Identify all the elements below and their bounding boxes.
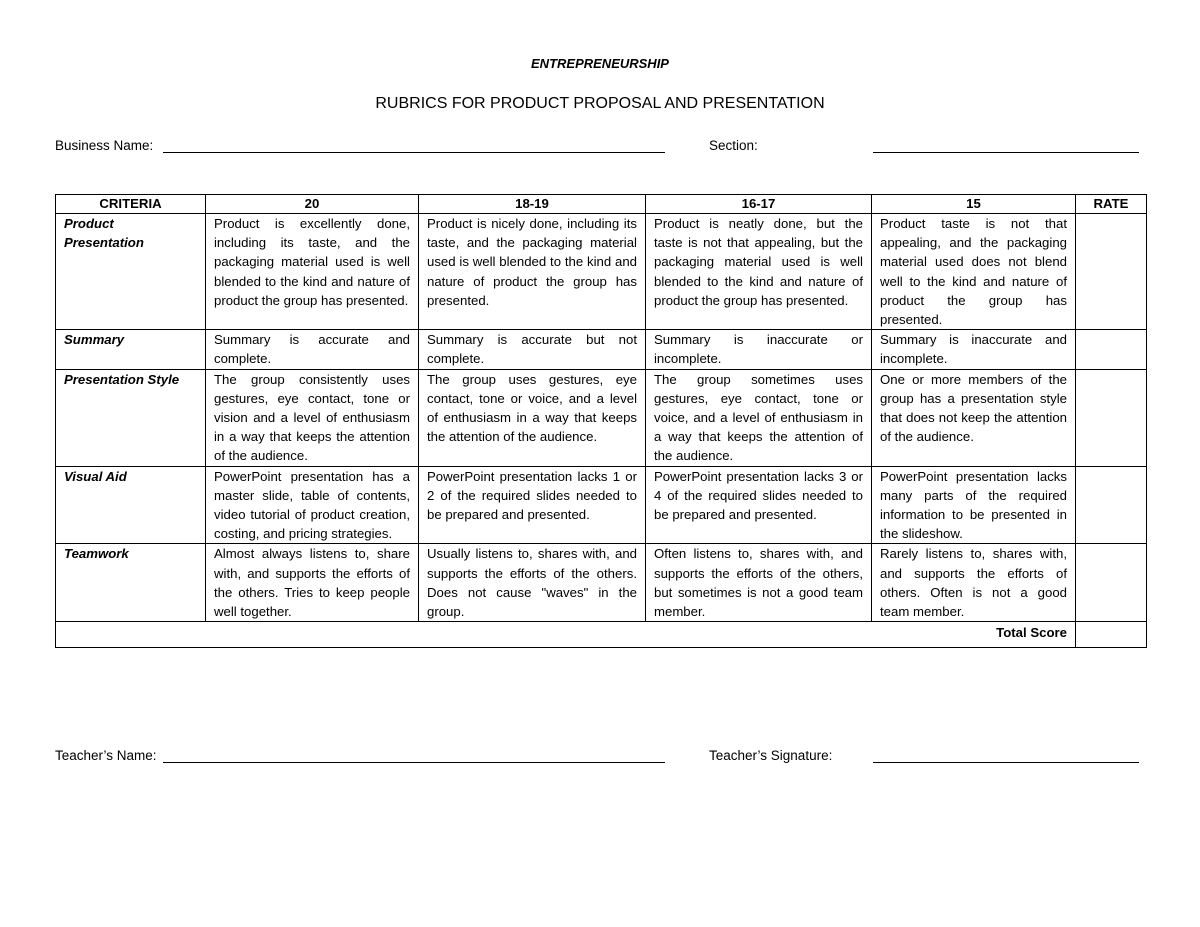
score-15-cell: PowerPoint presentation lacks many parts of the required information to be presented in the slideshow.: [872, 466, 1076, 544]
score-15-cell: Rarely listens to, shares with, and supports the efforts of others. Often is not a good team member.: [872, 544, 1076, 622]
table-row: [56, 544, 1147, 622]
score-15-cell: One or more members of the group has a presentation style that does not keep the attention of the audience.: [872, 369, 1076, 466]
teacher-name-line[interactable]: [163, 762, 665, 763]
score-15-cell: Summary is inaccurate and incomplete.: [872, 330, 1076, 369]
score-16-17-cell: Summary is inaccurate or incomplete.: [646, 330, 872, 369]
column-header-20: 20: [206, 195, 419, 214]
score-20-cell: PowerPoint presentation has a master slide, table of contents, video tutorial of product creation, costing, and pricing strategies.: [206, 466, 419, 544]
teacher-signature-label: Teacher’s Signature:: [709, 748, 833, 763]
rate-cell[interactable]: [1076, 330, 1147, 369]
score-16-17-cell: Product is neatly done, but the taste is not that appealing, but the packaging material used is well blended to the kind and nature of product the group has presented.: [646, 214, 872, 330]
score-20-cell: Summary is accurate and complete.: [206, 330, 419, 369]
section-label: Section:: [709, 138, 758, 153]
table-row: [56, 369, 1147, 466]
table-row: [56, 214, 1147, 330]
total-score-label: Total Score: [56, 622, 1076, 648]
score-20-cell: The group consistently uses gestures, eye contact, tone or vision and a level of enthusiasm in a way that keeps the attention of the audience.: [206, 369, 419, 466]
score-16-17-cell: The group sometimes uses gestures, eye contact, tone or voice, and a level of enthusiasm in a way that keeps the attention of the audience.: [646, 369, 872, 466]
score-20-cell: Almost always listens to, share with, and supports the efforts of the others. Tries to keep people well together.: [206, 544, 419, 622]
column-header-15: 15: [872, 195, 1076, 214]
rate-cell[interactable]: [1076, 544, 1147, 622]
table-row: [56, 466, 1147, 544]
column-header-18-19: 18-19: [419, 195, 646, 214]
score-16-17-cell: PowerPoint presentation lacks 3 or 4 of the required slides needed to be prepared and presented.: [646, 466, 872, 544]
score-18-19-cell: Usually listens to, shares with, and supports the efforts of the others. Does not cause "waves" in the group.: [419, 544, 646, 622]
rubric-table: [55, 194, 1147, 648]
rate-cell[interactable]: [1076, 369, 1147, 466]
score-18-19-cell: Summary is accurate but not complete.: [419, 330, 646, 369]
score-18-19-cell: PowerPoint presentation lacks 1 or 2 of the required slides needed to be prepared and presented.: [419, 466, 646, 544]
column-header-criteria: CRITERIA: [56, 195, 206, 214]
score-18-19-cell: Product is nicely done, including its taste, and the packaging material used is well blended to the kind and nature of product the group has presented.: [419, 214, 646, 330]
total-score-row: [56, 622, 1147, 648]
criteria-cell: Summary: [56, 330, 206, 369]
column-header-rate: RATE: [1076, 195, 1147, 214]
column-header-16-17: 16-17: [646, 195, 872, 214]
score-15-cell: Product taste is not that appealing, and the packaging material used does not blend well to the kind and nature of product the group has presented.: [872, 214, 1076, 330]
score-18-19-cell: The group uses gestures, eye contact, tone or voice, and a level of enthusiasm in a way that keeps the attention of the audience.: [419, 369, 646, 466]
teacher-name-label: Teacher’s Name:: [55, 748, 157, 763]
page-title: RUBRICS FOR PRODUCT PROPOSAL AND PRESENTATION: [375, 95, 825, 112]
criteria-cell: Presentation Style: [56, 369, 206, 466]
total-score-cell[interactable]: [1076, 622, 1147, 648]
business-name-label: Business Name:: [55, 138, 154, 153]
criteria-cell: Visual Aid: [56, 466, 206, 544]
score-16-17-cell: Often listens to, shares with, and supports the efforts of the others, but sometimes is not a good team member.: [646, 544, 872, 622]
criteria-cell: Product Presentation: [56, 214, 206, 330]
rate-cell[interactable]: [1076, 466, 1147, 544]
business-name-line[interactable]: [163, 152, 665, 153]
teacher-signature-line[interactable]: [873, 762, 1139, 763]
score-20-cell: Product is excellently done, including its taste, and the packaging material used is well blended to the kind and nature of product the group has presented.: [206, 214, 419, 330]
subject-heading: ENTREPRENEURSHIP: [531, 56, 669, 71]
table-row: [56, 330, 1147, 369]
section-line[interactable]: [873, 152, 1139, 153]
table-header-row: [56, 195, 1147, 214]
rate-cell[interactable]: [1076, 214, 1147, 330]
criteria-cell: Teamwork: [56, 544, 206, 622]
footer-fields: [55, 748, 1145, 768]
header-fields: [55, 138, 1145, 158]
